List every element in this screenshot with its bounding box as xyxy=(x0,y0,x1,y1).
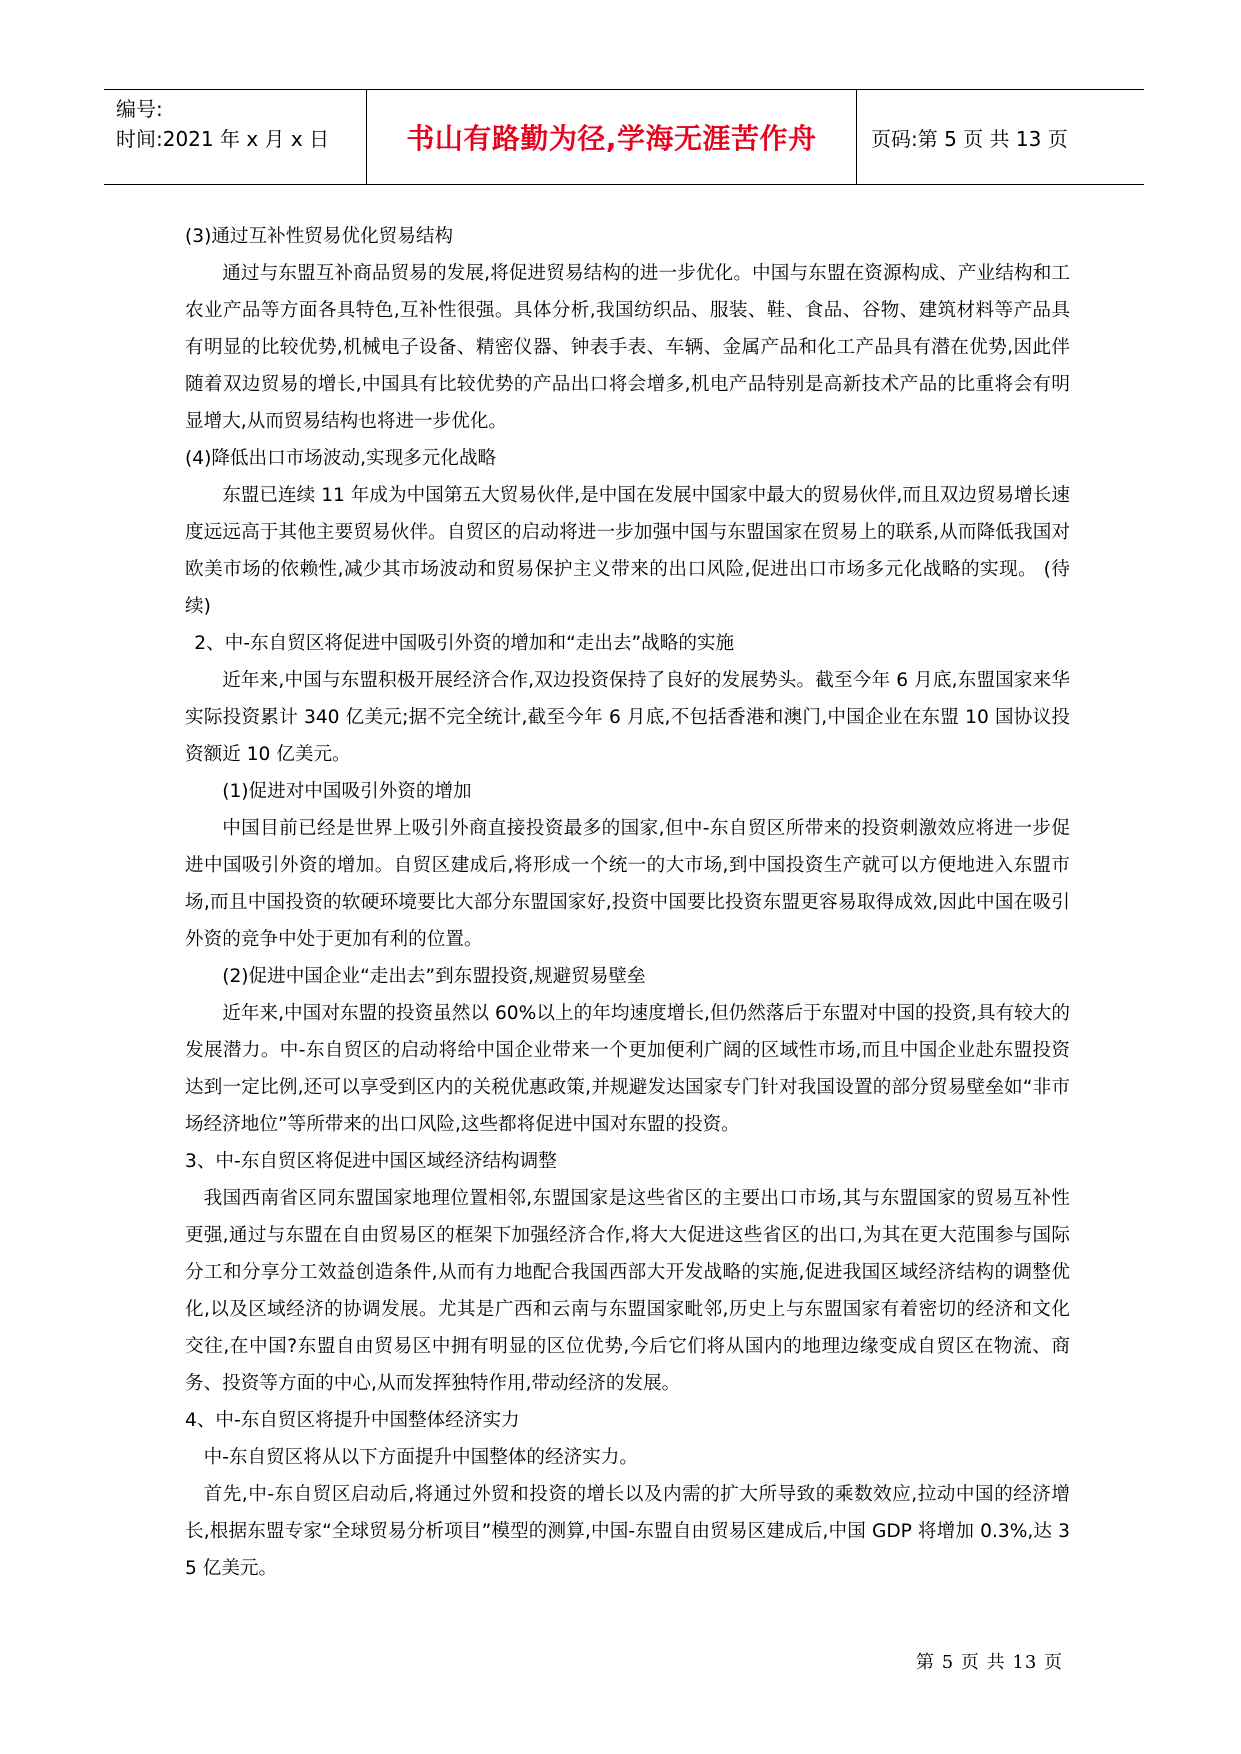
header-left-cell xyxy=(104,90,367,184)
header-motto: 书山有路勤为径,学海无涯苦作舟 xyxy=(367,90,857,184)
paragraph: 中国目前已经是世界上吸引外商直接投资最多的国家,但中-东自贸区所带来的投资刺激效应将进一步促进中国吸引外资的增加。自贸区建成后,将形成一个统一的大市场,到中国投资生产就可以方便地进入东盟市场,而且中国投资的软硬环境要比大部分东盟国家好,投资中国要比投资东盟更容易取得成效,因此中国在吸引外资的竞争中处于更加有利的位置。 xyxy=(185,818,1070,950)
section-heading: 2、中-东自贸区将促进中国吸引外资的增加和“走出去”战略的实施 xyxy=(194,633,735,654)
paragraph: (3)通过互补性贸易优化贸易结构 xyxy=(185,226,454,247)
paragraph: (4)降低出口市场波动,实现多元化战略 xyxy=(185,448,497,469)
serial-number-label: 编号: xyxy=(116,97,163,121)
paragraph: 中-东自贸区将从以下方面提升中国整体的经济实力。 xyxy=(203,1447,638,1468)
paragraph: 东盟已连续 11 年成为中国第五大贸易伙伴,是中国在发展中国家中最大的贸易伙伴,而且双边贸易增长速度远远高于其他主要贸易伙伴。自贸区的启动将进一步加强中国与东盟国家在贸易上的联系,从而降低我国对欧美市场的依赖性,减少其市场波动和贸易保护主义带来的出口风险,促进出口市场多元化战略的实现。 (待续) xyxy=(185,485,1070,617)
paragraph: 近年来,中国对东盟的投资虽然以 60%以上的年均速度增长,但仍然落后于东盟对中国的投资,具有较大的发展潜力。中-东自贸区的启动将给中国企业带来一个更加便利广阔的区域性市场,而且中国企业赴东盟投资达到一定比例,还可以享受到区内的关税优惠政策,并规避发达国家专门针对我国设置的部分贸易壁垒如“非市场经济地位”等所带来的出口风险,这些都将促进中国对东盟的投资。 xyxy=(185,1003,1070,1135)
header-page-info: 页码:第 5 页 共 13 页 xyxy=(871,126,1068,151)
document-header xyxy=(104,89,1144,185)
subsection-heading: (1)促进对中国吸引外资的增加 xyxy=(222,781,472,802)
paragraph: 近年来,中国与东盟积极开展经济合作,双边投资保持了良好的发展势头。截至今年 6 月底,东盟国家来华实际投资累计 340 亿美元;据不完全统计,截至今年 6 月底,不包括香港和澳门,中国企业在东盟 10 国协议投资额近 10 亿美元。 xyxy=(185,670,1070,765)
document-body xyxy=(185,218,1070,1587)
paragraph: 我国西南省区同东盟国家地理位置相邻,东盟国家是这些省区的主要出口市场,其与东盟国家的贸易互补性更强,通过与东盟在自由贸易区的框架下加强经济合作,将大大促进这些省区的出口,为其在更大范围参与国际分工和分享分工效益创造条件,从而有力地配合我国西部大开发战略的实施,促进我国区域经济结构的调整优化,以及区域经济的协调发展。尤其是广西和云南与东盟国家毗邻,历史上与东盟国家有着密切的经济和文化交往,在中国?东盟自由贸易区中拥有明显的区位优势,今后它们将从国内的地理边缘变成自贸区在物流、商务、投资等方面的中心,从而发挥独特作用,带动经济的发展。 xyxy=(185,1188,1070,1394)
paragraph: 通过与东盟互补商品贸易的发展,将促进贸易结构的进一步优化。中国与东盟在资源构成、产业结构和工农业产品等方面各具特色,互补性很强。具体分析,我国纺织品、服装、鞋、食品、谷物、建筑材料等产品具有明显的比较优势,机械电子设备、精密仪器、钟表手表、车辆、金属产品和化工产品具有潜在优势,因此伴随着双边贸易的增长,中国具有比较优势的产品出口将会增多,机电产品特别是高新技术产品的比重将会有明显增大,从而贸易结构也将进一步优化。 xyxy=(185,263,1070,432)
section-heading: 3、中-东自贸区将促进中国区域经济结构调整 xyxy=(185,1151,557,1172)
paragraph: 首先,中-东自贸区启动后,将通过外贸和投资的增长以及内需的扩大所导致的乘数效应,拉动中国的经济增长,根据东盟专家“全球贸易分析项目”模型的测算,中国-东盟自由贸易区建成后,中国 GDP 将增加 0.3%,达 35 亿美元。 xyxy=(185,1484,1070,1579)
subsection-heading: (2)促进中国企业“走出去”到东盟投资,规避贸易壁垒 xyxy=(222,966,646,987)
section-heading: 4、中-东自贸区将提升中国整体经济实力 xyxy=(185,1410,520,1431)
page-footer: 第 5 页 共 13 页 xyxy=(916,1652,1063,1673)
time-label: 时间:2021 年 x 月 x 日 xyxy=(116,127,330,151)
